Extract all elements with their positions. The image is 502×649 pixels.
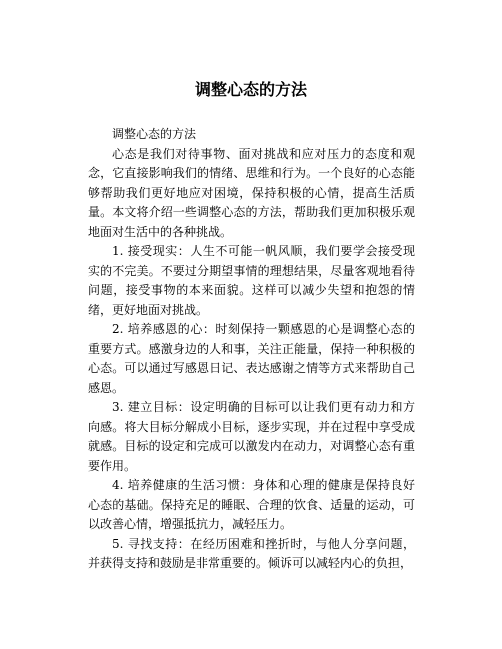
paragraph-accept-reality: 1. 接受现实：人生不可能一帆风顺，我们要学会接受现实的不完美。不要过分期望事情的理想结果，尽量客观地看待问题，接受事物的本来面貌。这样可以减少失望和抱怨的情绪，更好地面对挑战。 — [88, 244, 415, 317]
paragraph-healthy-habits: 4. 培养健康的生活习惯：身体和心理的健康是保持良好心态的基础。保持充足的睡眠、合理的饮食、适量的运动，可以改善心情，增强抵抗力，减轻压力。 — [88, 478, 415, 531]
section-heading: 调整心态的方法 — [112, 127, 197, 141]
paragraph-set-goals: 3. 建立目标：设定明确的目标可以让我们更有动力和方向感。将大目标分解成小目标，逐步实现，并在过程中享受成就感。目标的设定和完成可以激发内在动力，对调整心态有重要作用。 — [88, 400, 415, 473]
paragraph-intro: 心态是我们对待事物、面对挑战和应对压力的态度和观念，它直接影响我们的情绪、思维和行为。一个良好的心态能够帮助我们更好地应对困境，保持积极的心情，提高生活质量。本文将介绍一些调整心态的方法，帮助我们更加积极乐观地面对生活中的各种挑战。 — [88, 146, 415, 239]
document-body — [88, 125, 415, 574]
paragraph-gratitude: 2. 培养感恩的心：时刻保持一颗感恩的心是调整心态的重要方式。感激身边的人和事，关注正能量，保持一种积极的心态。可以通过写感恩日记、表达感谢之情等方式来帮助自己感恩。 — [88, 322, 415, 395]
document-title: 调整心态的方法 — [194, 80, 307, 99]
paragraph-seek-support: 5. 寻找支持：在经历困难和挫折时，与他人分享问题，并获得支持和鼓励是非常重要的。倾诉可以减轻内心的负担， — [88, 536, 415, 570]
